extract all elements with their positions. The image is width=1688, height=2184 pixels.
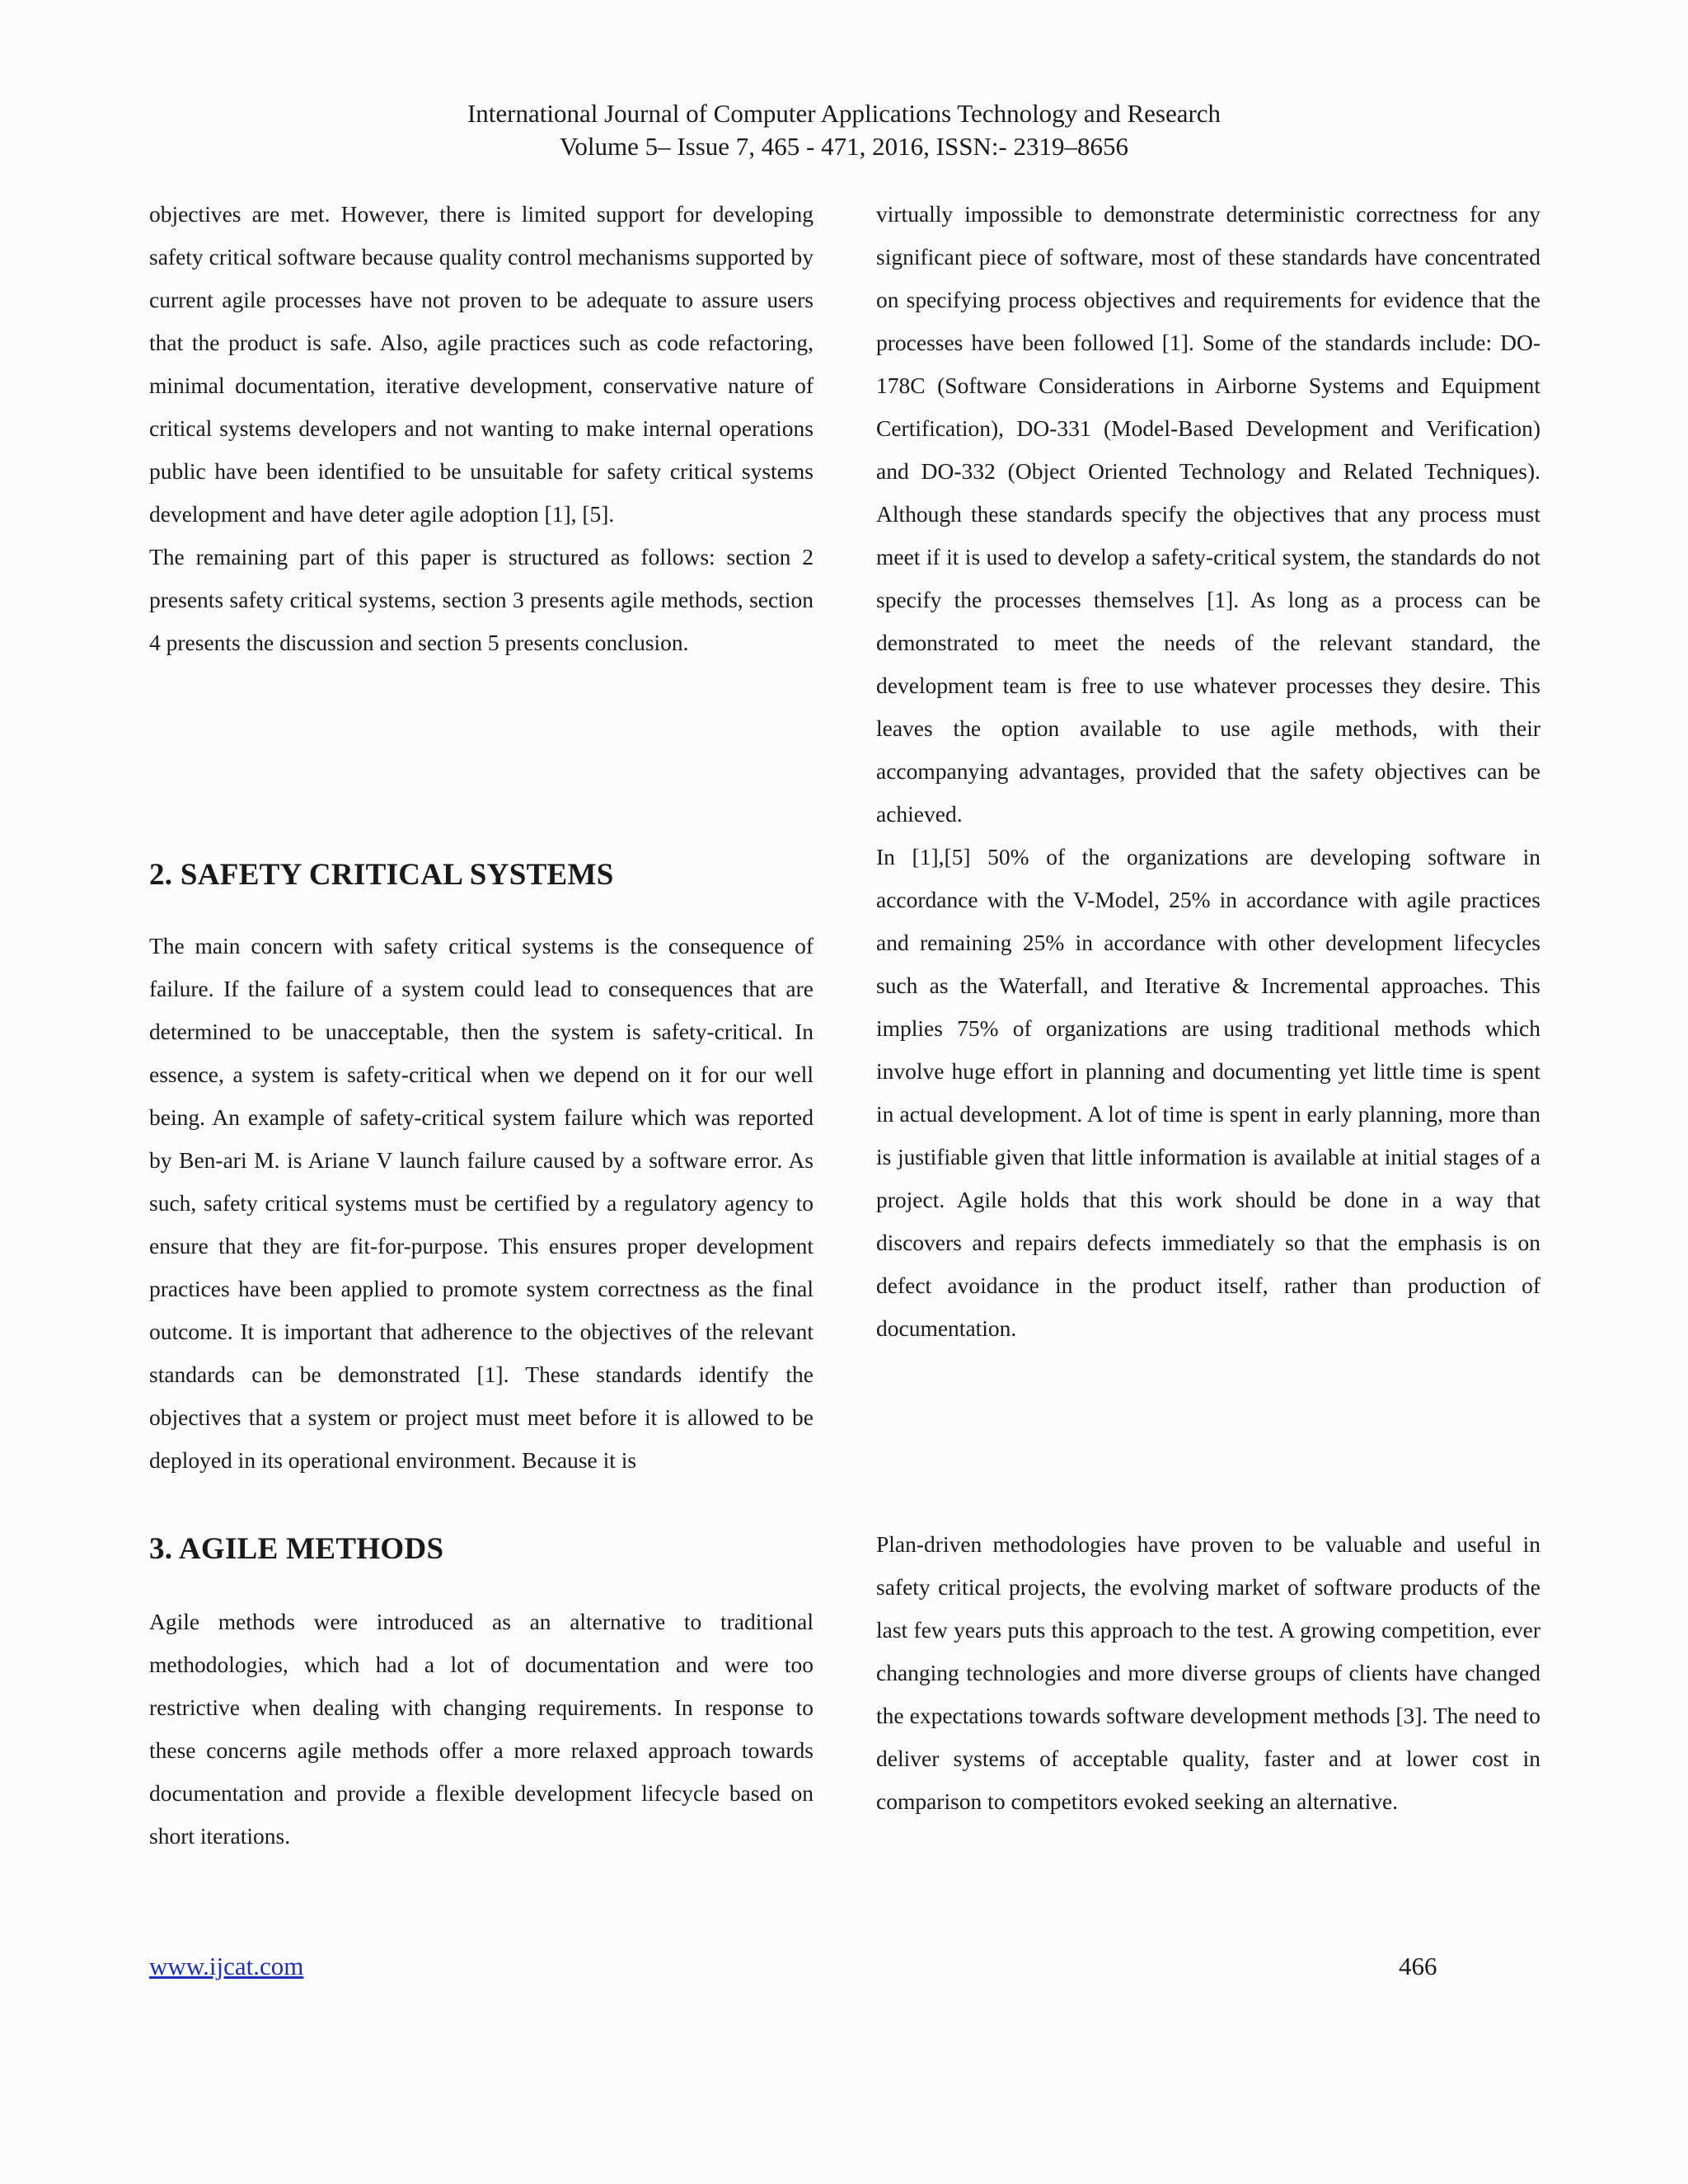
left-paragraph-intro: objectives are met. However, there is limited support for developing safety critical software because quality control mechanisms supported by current agile processes have not proven to be adequate to assure users that the product is safe. Also, agile practices such as code refactoring, minimal documentation, iterative development, conservative nature of critical systems developers and not wanting to make internal operations public have been identified to be unsuitable for safety critical systems development and have deter agile adoption [1], [5]. [149, 201, 814, 527]
section-heading-safety-critical: 2. SAFETY CRITICAL SYSTEMS [149, 858, 614, 892]
journal-header [0, 97, 1688, 163]
footer-url-link[interactable]: www.ijcat.com [149, 1952, 304, 1980]
left-column [149, 193, 814, 664]
right-paragraph-plan-driven: Plan-driven methodologies have proven to be valuable and useful in safety critical projects, the evolving market of software products of the last few years puts this approach to the test. A growing competition, ever changing technologies and more diverse groups of clients have changed the expectations towards software development methods [3]. The need to deliver systems of acceptable quality, faster and at lower cost in comparison to competitors evoked seeking an alternative. [876, 1531, 1540, 1814]
right-paragraph-organizations: In [1],[5] 50% of the organizations are developing software in accordance with the V-Model, 25% in accordance with agile practices and remaining 25% in accordance with other development lifecycles such as the Waterfall, and Iterative & Incremental approaches. This implies 75% of organizations are using traditional methods which involve huge effort in planning and documenting yet little time is spent in actual development. A lot of time is spent in early planning, more than is justifiable given that little information is available at initial stages of a project. Agile holds that this work should be done in a way that discovers and repairs defects immediately so that the emphasis is on defect avoidance in the product itself, rather than production of documentation. [876, 844, 1540, 1341]
right-paragraph-standards: virtually impossible to demonstrate deterministic correctness for any significant piece of software, most of these standards have concentrated on specifying process objectives and requirements for evidence that the processes have been followed [1]. Some of the standards include: DO-178C (Software Considerations in Airborne Systems and Equipment Certification), DO-331 (Model-Based Development and Verification) and DO-332 (Object Oriented Technology and Related Techniques). Although these standards specify the objectives that any process must meet if it is used to develop a safety-critical system, the standards do not specify the processes themselves [1]. As long as a process can be demonstrated to meet the needs of the relevant standard, the development team is free to use whatever processes they desire. This leaves the option available to use agile methods, with their accompanying advantages, provided that the safety objectives can be achieved. [876, 201, 1540, 827]
journal-title: International Journal of Computer Applications Technology and Research [467, 99, 1221, 128]
footer-url[interactable] [149, 1952, 303, 1981]
left-paragraph-structure: The remaining part of this paper is structured as follows: section 2 presents safety critical systems, section 3 presents agile methods, section 4 presents the discussion and section 5 presents conclusion. [149, 544, 814, 655]
section-heading-agile-methods: 3. AGILE METHODS [149, 1532, 444, 1566]
left-paragraph-safety: The main concern with safety critical systems is the consequence of failure. If the failure of a system could lead to consequences that are determined to be unacceptable, then the system is safety-critical. In essence, a system is safety-critical when we depend on it for our well being. An example of safety-critical system failure which was reported by Ben-ari M. is Ariane V launch failure caused by a software error. As such, safety critical systems must be certified by a regulatory agency to ensure that they are fit-for-purpose. This ensures proper development practices have been applied to promote system correctness as the final outcome. It is important that adherence to the objectives of the relevant standards can be demonstrated [1]. These standards identify the objectives that a system or project must meet before it is allowed to be deployed in its operational environment. Because it is [149, 933, 814, 1473]
right-column [876, 193, 1540, 1350]
page-number: 466 [1399, 1952, 1437, 1980]
left-paragraph-agile: Agile methods were introduced as an alternative to traditional methodologies, which had a lot of documentation and were too restrictive when dealing with changing requirements. In response to these concerns agile methods offer a more relaxed approach towards documentation and provide a flexible development lifecycle based on short iterations. [149, 1609, 814, 1849]
journal-volume: Volume 5– Issue 7, 465 - 471, 2016, ISSN:- 2319–8656 [559, 132, 1129, 161]
